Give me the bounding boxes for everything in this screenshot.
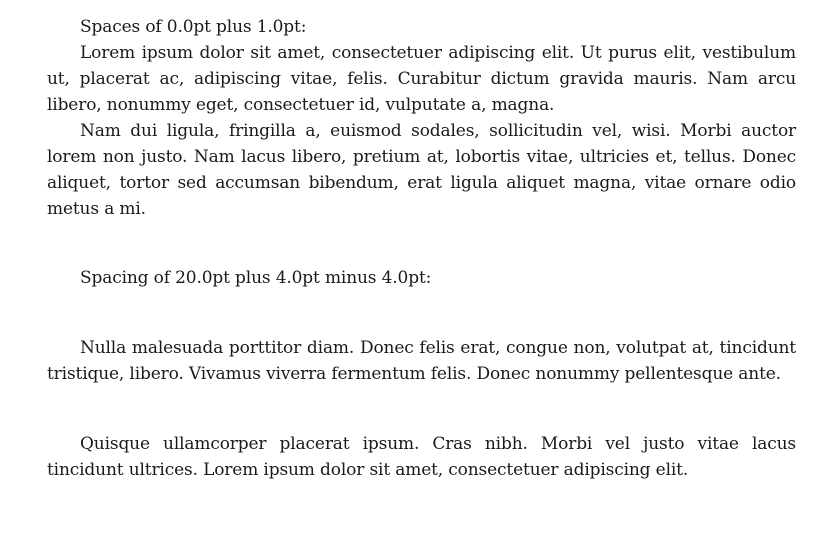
section-heading-spaces: Spaces of 0.0pt plus 1.0pt: bbox=[80, 17, 307, 37]
paragraph-nam-dui: Nam dui ligula, fringilla a, euismod sodales, sollicitudin vel, wisi. Morbi auctor lorem non justo. Nam lacus libero, pretium at, lobortis vitae, ultricies et, tellus. Donec aliquet, tortor sed accumsan bibendum, erat ligula aliquet magna, vitae ornare odio metus a mi. bbox=[47, 121, 796, 219]
paragraph-nulla-malesuada: Nulla malesuada porttitor diam. Donec felis erat, congue non, volutpat at, tincidunt tristique, libero. Vivamus viverra fermentum felis. Donec nonummy pellentesque ante. bbox=[47, 338, 796, 384]
document-page bbox=[47, 0, 796, 483]
section-heading-spacing: Spacing of 20.0pt plus 4.0pt minus 4.0pt: bbox=[80, 268, 432, 288]
paragraph-lorem-ipsum: Lorem ipsum dolor sit amet, consectetuer adipiscing elit. Ut purus elit, vestibulum ut, placerat ac, adipiscing vitae, felis. Curabitur dictum gravida mauris. Nam arcu libero, nonummy eget, consectetuer id, vulputate a, magna. bbox=[47, 43, 796, 115]
paragraph-quisque: Quisque ullamcorper placerat ipsum. Cras nibh. Morbi vel justo vitae lacus tincidunt ultrices. Lorem ipsum dolor sit amet, consectetuer adipiscing elit. bbox=[47, 434, 796, 480]
